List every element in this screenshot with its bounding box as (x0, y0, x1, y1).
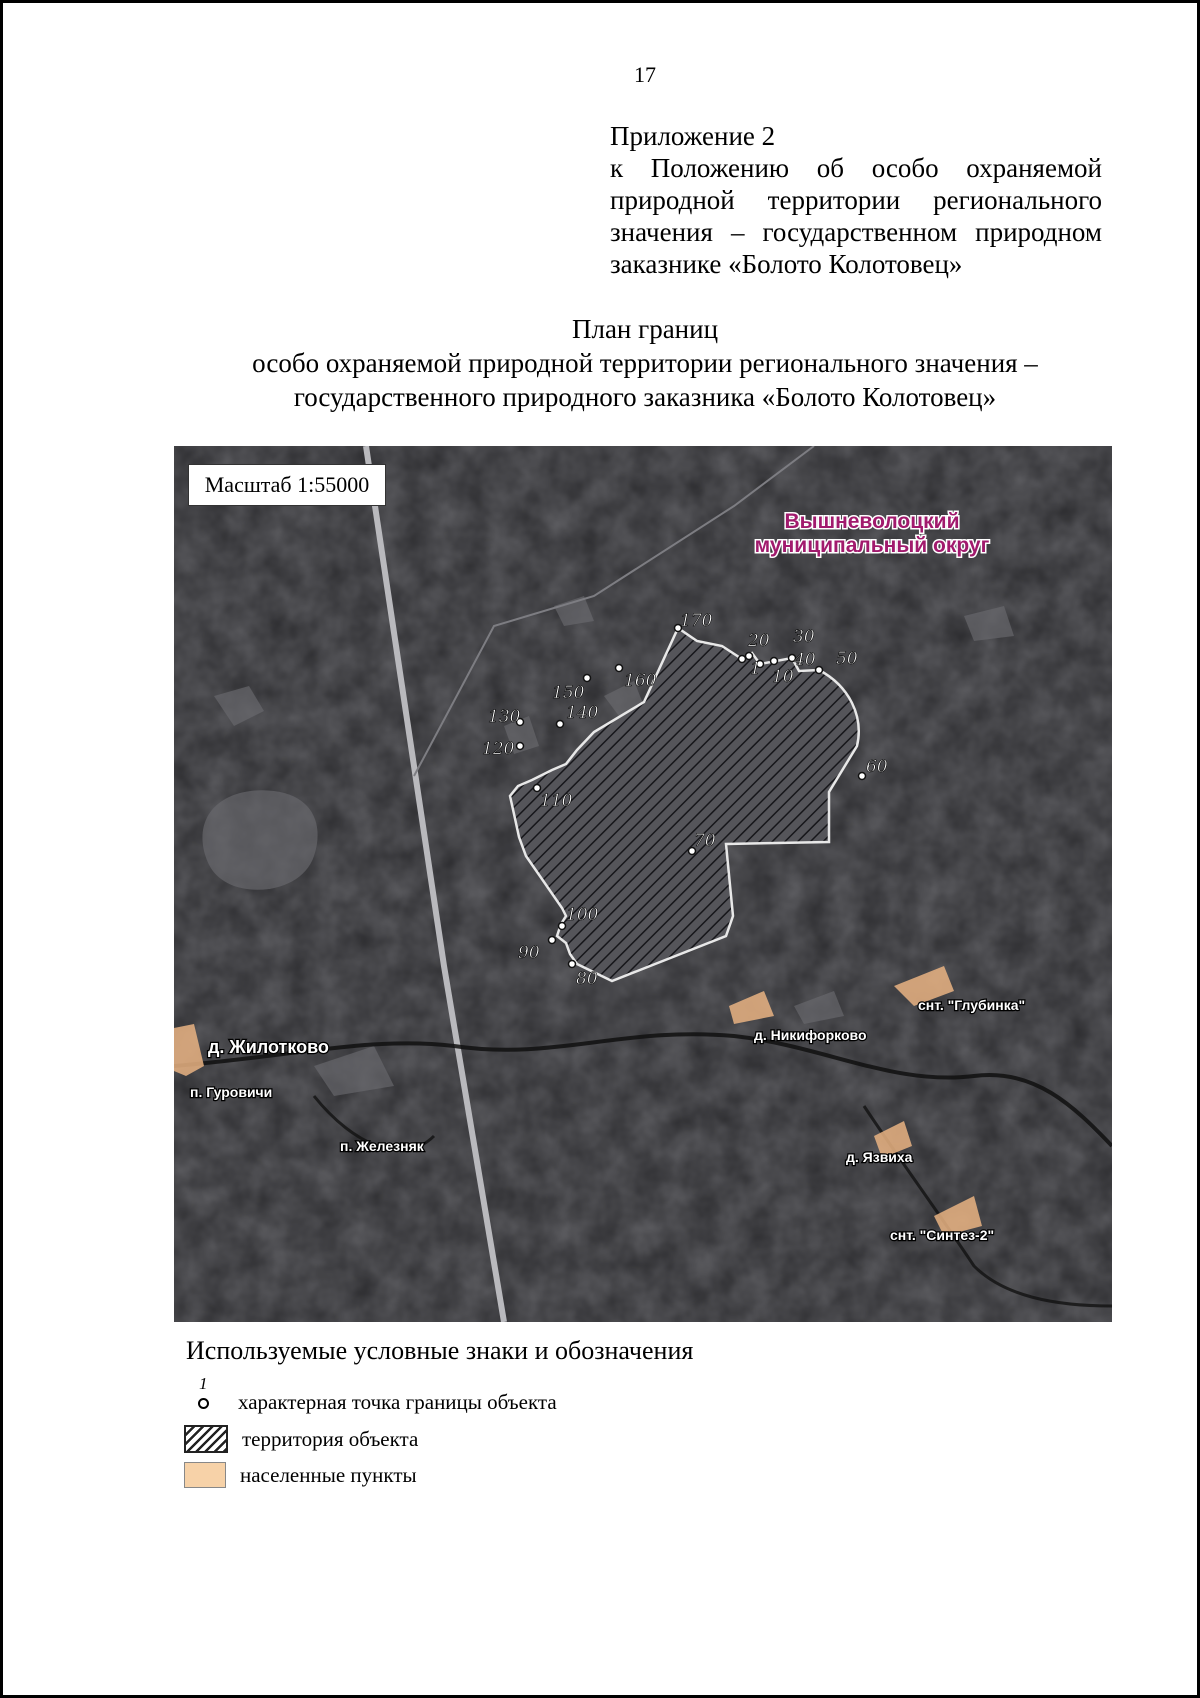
map-view[interactable] (174, 446, 1112, 1322)
legend-item-label: характерная точка границы объекта (238, 1389, 557, 1414)
settlement-label: д. Жилотково (208, 1037, 329, 1057)
legend-title: Используемые условные знаки и обозначения (186, 1336, 694, 1365)
settlement-label: п. Железняк (340, 1138, 424, 1154)
appendix-line: природной территории регионального (610, 185, 1102, 215)
hatch-swatch-icon (184, 1425, 228, 1453)
point-label: 110 (540, 791, 573, 811)
appendix-line: заказнике «Болото Колотовец» (610, 249, 963, 279)
settlement-label: снт. "Глубинка" (918, 997, 1026, 1013)
point-label: 120 (482, 739, 515, 759)
map-canvas (174, 446, 1112, 1322)
point-label: 10 (772, 667, 794, 687)
region-label (755, 510, 990, 557)
point-label: 70 (694, 831, 716, 851)
settlement-label: снт. "Синтез-2" (890, 1227, 995, 1243)
page-number: 17 (634, 62, 656, 87)
plan-title-line: государственного природного заказника «Болото Колотовец» (293, 382, 997, 412)
point-label: 130 (488, 707, 521, 727)
region-label-line: муниципальный округ (754, 534, 990, 557)
point-label: 160 (624, 671, 657, 691)
plan-title (150, 312, 1140, 414)
appendix-header (610, 120, 1102, 280)
point-label: 40 (794, 650, 816, 670)
legend-item-territory (184, 1425, 418, 1453)
point-label: 170 (680, 611, 713, 631)
point-label: 20 (748, 631, 770, 651)
point-label: 50 (836, 649, 858, 669)
settlement-swatch-icon (184, 1462, 226, 1488)
legend-item-point (184, 1374, 557, 1416)
point-label: 90 (518, 943, 540, 963)
point-label: 150 (552, 683, 585, 703)
point-label: 80 (576, 969, 598, 989)
appendix-line: значения – государственном природном (610, 217, 1102, 247)
point-label: 60 (866, 757, 888, 777)
point-label: 100 (566, 905, 599, 925)
legend-item-label: территория объекта (242, 1426, 419, 1451)
map-scale: Масштаб 1:55000 (188, 464, 386, 506)
plan-title-line: План границ (571, 314, 719, 344)
legend-point-number: 1 (199, 1374, 208, 1393)
settlement-label: д. Язвиха (846, 1149, 913, 1165)
point-label: 140 (566, 703, 599, 723)
legend-item-label: населенные пункты (240, 1462, 417, 1487)
point-label: 30 (793, 627, 815, 647)
appendix-line: к Положению об особо охраняемой (610, 153, 1102, 183)
appendix-line: Приложение 2 (610, 121, 776, 151)
plan-title-line: особо охраняемой природной территории регионального значения – (252, 348, 1038, 378)
region-label-line: Вышневолоцкий (784, 510, 960, 533)
point-label: 1 (750, 659, 761, 679)
settlement-label: д. Никифорково (754, 1027, 867, 1043)
settlement-label: п. Гуровичи (190, 1084, 273, 1100)
boundary-point-icon (184, 1374, 224, 1414)
legend-item-settlements (184, 1461, 417, 1489)
